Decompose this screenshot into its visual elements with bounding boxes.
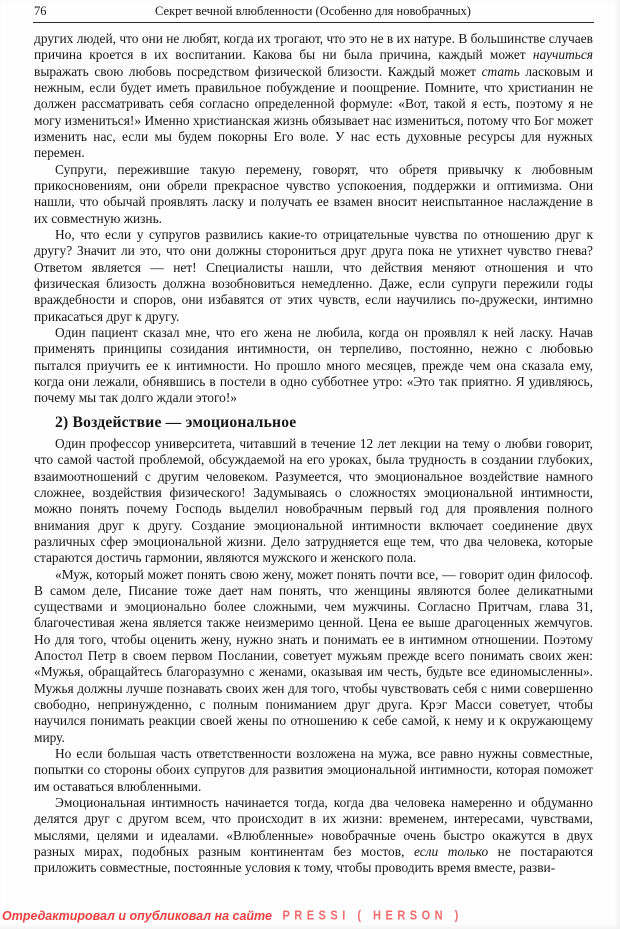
text-run: Один пациент сказал мне, что его жена не любила, когда он проявлял к ней ласку. Начав применять принципы созидания интимности, он терпеливо, постоянно, нежно с любовью пытался приучить ее к интимности. Но прошло много месяцев, прежде чем она сказала ему, когда они лежали, обнявшись в постели в одно субботнее утро: «Это так приятно. Я удивляюсь, почему мы так долго ждали этого!» [34, 324, 593, 406]
text-run: ласковым и нежным, если будет иметь правильное побуждение и поощрение. Помните, что христианин не должен рассматривать себя согласно определенной формуле: «Вот, такой я есть, поэтому я не могу измениться!» Именно христианская жизнь обязывает нас измениться, потому что Бог может изменить нас, если мы будем покорны Его воле. У нас есть духовные ресурсы для нужных перемен. [34, 63, 593, 161]
paragraph [34, 567, 593, 747]
paragraph [34, 31, 593, 162]
paragraph [34, 795, 593, 877]
page-header [34, 4, 592, 21]
section-heading: 2) Воздействие — эмоциональное [55, 413, 297, 431]
italic-text-run: если только [413, 844, 489, 860]
text-run: выражать свою любовь посредством физической близости. Каждый может [34, 63, 482, 79]
text-run: Эмоциональная интимность начинается тогда, когда два человека намеренно и обдуманно делятся друг с другом всем, что происходит в их жизни: временем, интересами, чувствами, мыслями, целями и идеалами. «Влюбленные» новобрачные очень быстро окажутся в двух разных мирах, подобных разным континентам без мостов, [34, 795, 593, 860]
text-run: «Муж, который может понять свою жену, может понять почти все, — говорит один философ. В самом деле, Писание тоже дает нам понять, что женщины являются более деликатными существами и эмоционально более сложными, чем мужчины. Согласно Притчам, глава 31, благочестивая жена является также неизмеримо ценной. Цена ее выше драгоценных жемчугов. Но для того, чтобы оценить жену, нужно знать и понимать ее в интимном отношении. Поэтому Апостол Петр в своем первом Послании, советует мужьям прежде всего понимать своих жен: «Мужья, обращайтесь благоразумно с женами, оказывая им честь, будьте все единомысленны». Мужья должны лучше познавать своих жен для того, чтобы чувствовать себя с ними совершенно свободно, непринужденно, с полным пониманием друг друга. Крэг Масси советует, чтобы научился понимать реакции своей жены по отношению к себе самой, к нему и к окружающему миру. [34, 566, 593, 745]
footer-brand: PRESSI ( HERSON ) [282, 909, 463, 923]
paragraph [34, 227, 593, 325]
italic-text-run: научиться [532, 47, 593, 63]
paragraph [34, 436, 593, 567]
text-run: Один профессор университета, читавший в течение 12 лет лекции на тему о любви говорит, что самой частой проблемой, обсуждаемой на его уроках, была трудность в создании глубоких, взаимоотношений с другим человеком. Разумеется, что эмоциональное воздействие намного сложнее, воздействия физического! Задумываясь о сложностях эмоциональной интимности, можно понять почему Господь выделил новобрачным первый год для проявления полного внимания друг к другу. Создание эмоциональной интимности включает соединение двух различных сфер эмоциональной жизни. Дело затрудняется еще тем, что два человека, которые стараются достичь гармонии, являются мужского и женского пола. [34, 435, 593, 566]
paragraph [34, 746, 593, 795]
paragraph [34, 162, 593, 227]
footer-credit: Отредактировал и опубликовал на сайте [2, 909, 272, 923]
paragraph [34, 325, 593, 407]
text-run: Супруги, пережившие такую перемену, говорят, что обретя привычку к любовным прикосновениям, они обрели прекрасное чувство успокоения, поддержки и оптимизма. Они нашли, что обычай проявлять ласку и получать ее взамен вносит неиспытанное наслаждение в их совместную жизнь. [34, 161, 593, 226]
text-run: не постараются приложить совместные, постоянные условия к тому, чтобы проводить время вместе, разви- [34, 844, 593, 876]
text-run: Но если большая часть ответственности возложена на мужа, все равно нужны совместные, попытки со стороны обоих супругов для развития эмоциональной интимности, которая поможет им оставаться влюбленными. [34, 746, 593, 794]
header-rule [33, 22, 594, 23]
running-title: Секрет вечной влюбленности (Особенно для новобрачных) [155, 4, 471, 18]
page-number: 76 [34, 4, 47, 18]
page-footer [2, 909, 463, 923]
page-body [34, 31, 593, 877]
italic-text-run: стать [481, 63, 520, 79]
text-run: Но, что если у супругов развились какие-то отрицательные чувства по отношению друг к другу? Значит ли это, что они должны сторониться друг друга пока не утихнет чувство гнева? Ответом является — нет! Специалисты нашли, что действия меняют отношения и что физическая близость должна возобновиться немедленно. Даже, если супруги пережили годы враждебности и споров, они избавятся от этих чувств, если научились по-дружески, интимно прикасаться друг к другу. [34, 226, 593, 324]
text-run: других людей, что они не любят, когда их трогают, что это не в их натуре. В большинстве случаев причина кроется в их воспитании. Какова бы ни была причина, каждый может [34, 31, 593, 63]
